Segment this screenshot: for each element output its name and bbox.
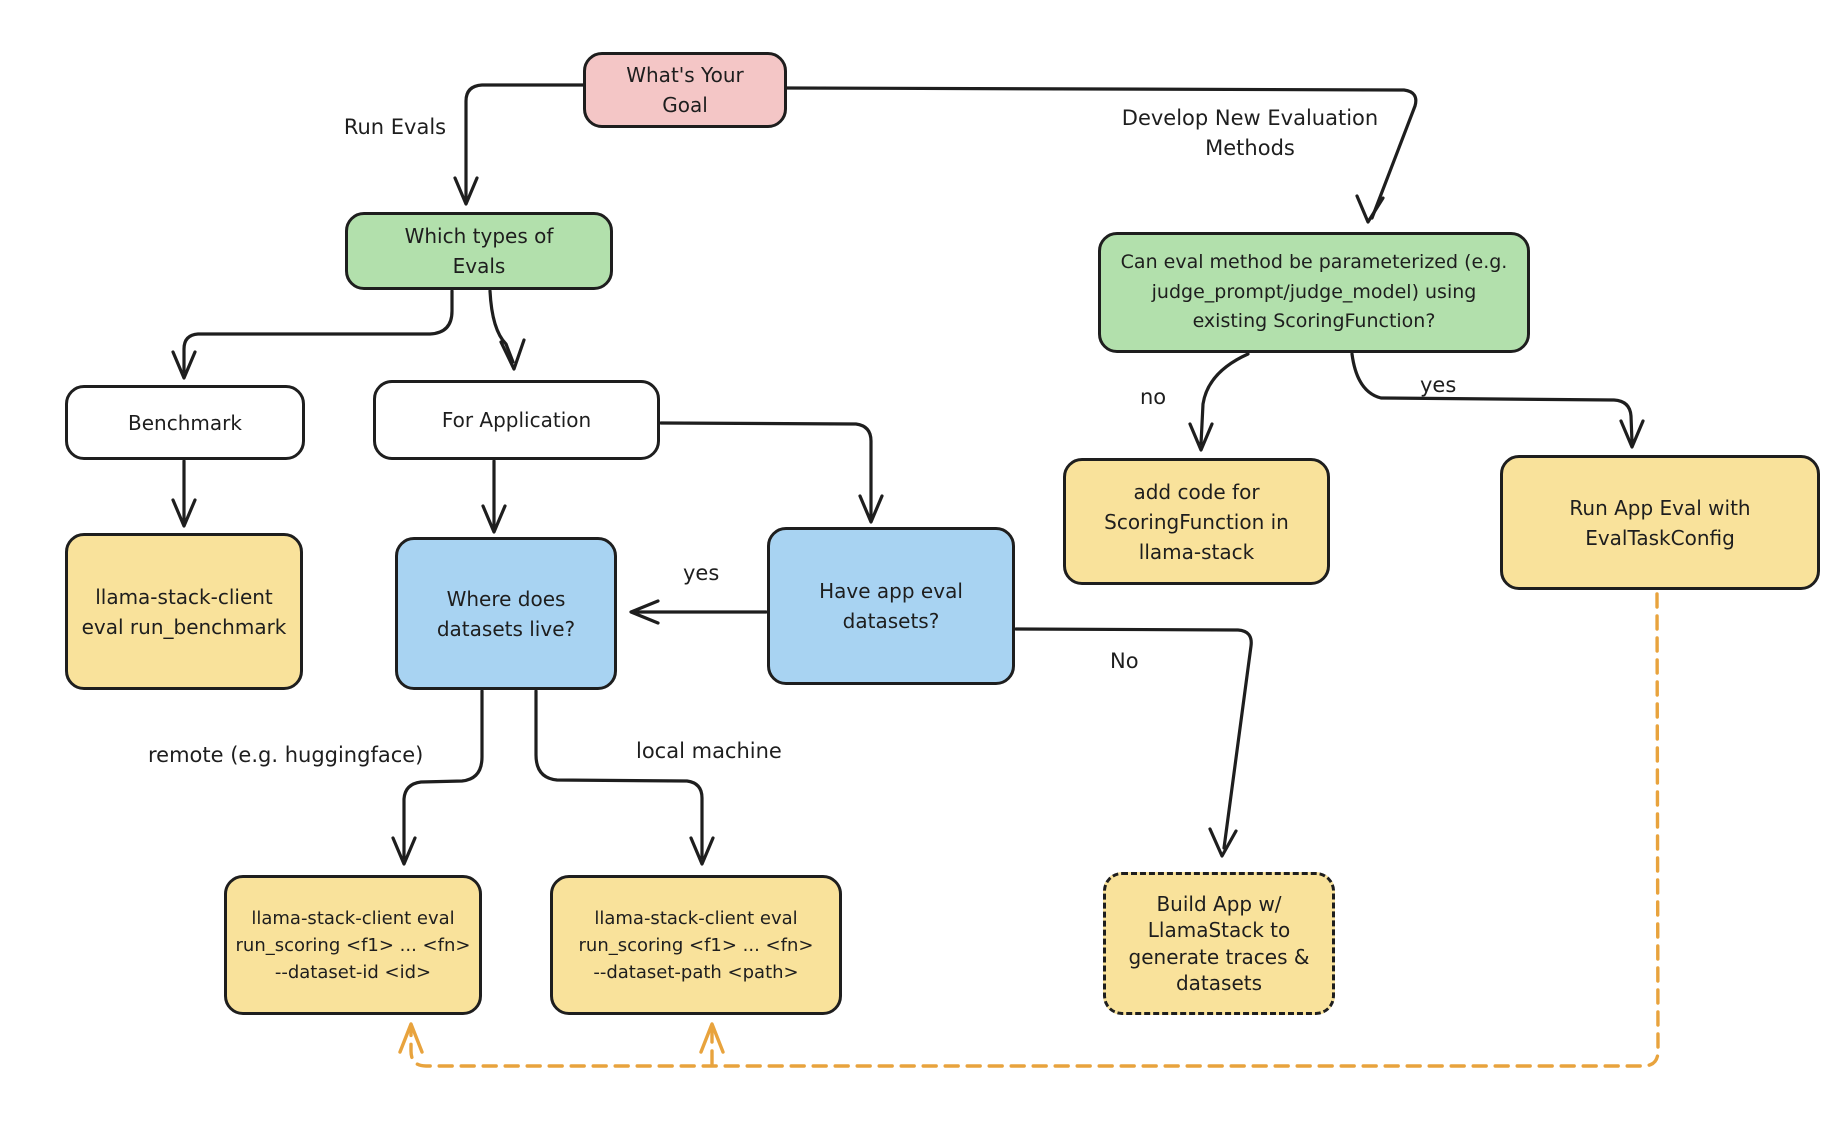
node-text: ScoringFunction in (1104, 509, 1289, 534)
node-have-app-eval-datasets (767, 527, 1015, 685)
edge-which-forapp (490, 291, 513, 362)
node-run-scoring-dataset-path (550, 875, 842, 1015)
node-text: generate traces & (1128, 944, 1310, 969)
arrowhead (1210, 829, 1236, 856)
node-text: run_scoring <f1> ... <fn> (578, 934, 814, 956)
node-whats-your-goal (583, 52, 787, 128)
node-text: llama-stack-client eval (251, 907, 455, 929)
node-text: Evals (452, 254, 506, 278)
node-text: run_scoring <f1> ... <fn> (235, 934, 471, 956)
node-text: --dataset-path <path> (593, 961, 799, 983)
edge-label-yes-param: yes (1420, 373, 1457, 397)
node-text: datasets (1175, 970, 1263, 995)
edge-label-no-param: no (1140, 385, 1167, 409)
edge-label-develop-new-methods (1090, 103, 1410, 164)
node-text: Which types of (404, 224, 554, 248)
node-text: datasets live? (436, 616, 576, 641)
node-text: Run App Eval with (1569, 495, 1751, 520)
node-text: Have app eval (819, 579, 963, 603)
edge-which-benchmark (184, 291, 452, 372)
node-text: EvalTaskConfig (1585, 525, 1735, 550)
node-add-code-scoringfunction (1063, 458, 1330, 585)
edge-can-runapp (1352, 354, 1632, 442)
node-text: judge_prompt/judge_model) using (1151, 280, 1477, 303)
edge-label-run-evals: Run Evals (343, 115, 447, 139)
node-text: Where does (446, 586, 566, 611)
node-run-scoring-dataset-id (224, 875, 482, 1015)
node-text: llama-stack-client (95, 584, 273, 609)
node-text: What's Your (626, 63, 744, 87)
node-text: existing ScoringFunction? (1192, 310, 1436, 333)
edge-label-line: Develop New Evaluation (1121, 106, 1379, 130)
node-text: llama-stack-client eval (594, 907, 798, 929)
node-text: add code for (1133, 479, 1260, 504)
edge-goal-which (466, 85, 583, 200)
node-text: Can eval method be parameterized (e.g. (1120, 251, 1508, 274)
node-text: --dataset-id <id> (274, 961, 432, 983)
node-text: Benchmark (128, 410, 242, 435)
edge-label-yes-have-datasets: yes (683, 561, 720, 585)
node-text: Build App w/ (1156, 891, 1282, 916)
node-text: datasets? (842, 609, 940, 633)
edge-forapp-have (661, 423, 871, 517)
node-for-application (373, 380, 660, 460)
edge-label-local-machine: local machine (636, 739, 782, 763)
node-run-benchmark-command (65, 533, 303, 690)
node-where-datasets-live (395, 537, 617, 690)
node-text: llama-stack (1138, 539, 1255, 564)
node-text: eval run_benchmark (81, 614, 287, 639)
node-which-types-of-evals (345, 212, 613, 290)
node-build-app-llamastack (1103, 872, 1335, 1015)
node-can-eval-be-parameterized (1098, 232, 1530, 353)
node-text: For Application (441, 408, 592, 432)
edge-where-scoringid (404, 691, 482, 858)
node-benchmark (65, 385, 305, 460)
node-run-app-eval-evaltaskconfig (1500, 455, 1820, 590)
edge-where-scoringpath (536, 691, 702, 858)
edge-label-remote-huggingface: remote (e.g. huggingface) (148, 743, 424, 767)
node-text: Goal (662, 93, 708, 117)
edge-label-line: Methods (1205, 136, 1295, 161)
edge-label-no-have-datasets: No (1110, 649, 1139, 673)
node-text: LlamaStack to (1147, 918, 1291, 943)
